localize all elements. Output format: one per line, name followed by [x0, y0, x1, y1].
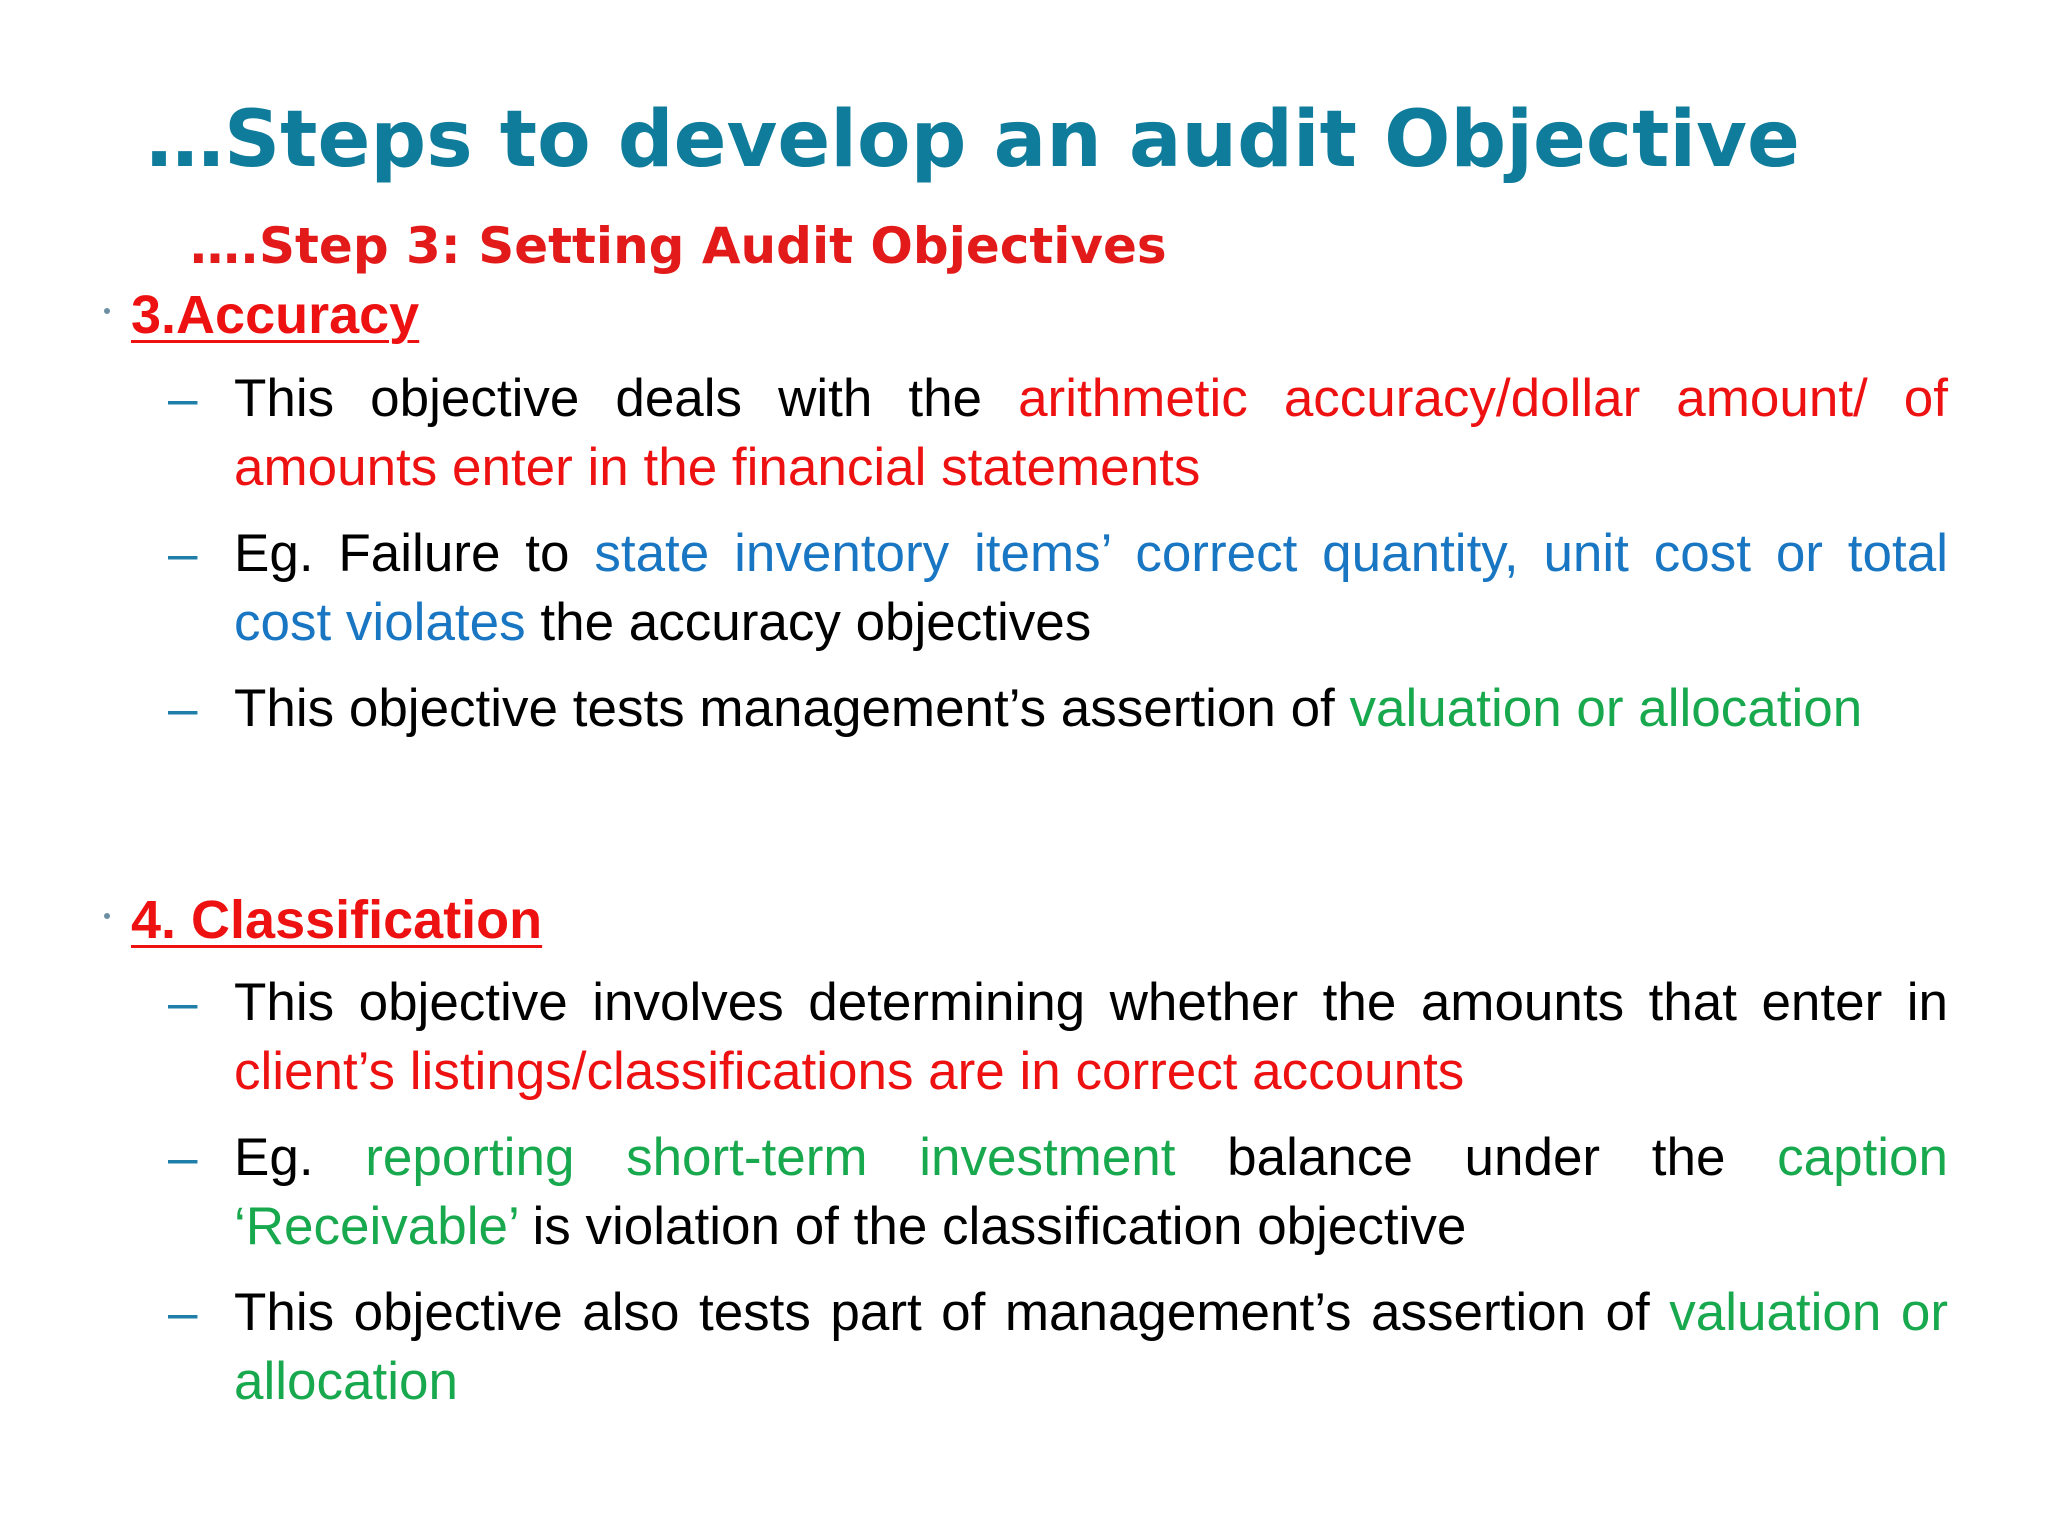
list-item	[168, 364, 1948, 502]
bullet-highlight-green: caption ‘Receivable’	[234, 1128, 1948, 1256]
dash-bullet: –	[168, 1128, 198, 1187]
bullet-highlight-blue: state inventory items’ correct quantity, unit cost or total cost violates	[234, 524, 1948, 652]
classification-bullet-list	[168, 968, 1948, 1433]
bullet-text: This objective involves determining whether the amounts that enter in	[234, 973, 1948, 1032]
bullet-text: the accuracy objectives	[525, 593, 1092, 652]
section-bullet-dot	[104, 308, 110, 314]
bullet-text: Eg. Failure to	[234, 524, 595, 583]
dash-bullet: –	[168, 973, 198, 1032]
bullet-text: Eg.	[234, 1128, 366, 1187]
dash-bullet: –	[168, 524, 198, 583]
list-item	[168, 1123, 1948, 1261]
dash-bullet: –	[168, 1283, 198, 1342]
bullet-highlight-red: arithmetic accuracy/dollar amount/ of amounts enter in the financial statements	[234, 369, 1948, 497]
slide-subtitle: ….Step 3: Setting Audit Objectives	[190, 217, 1167, 275]
section-bullet-dot	[104, 913, 110, 919]
bullet-highlight-green: valuation or allocation	[1349, 679, 1863, 738]
bullet-text: is violation of the classification objective	[517, 1197, 1467, 1256]
bullet-text: This objective also tests part of management’s assertion of	[234, 1283, 1670, 1342]
bullet-text: This objective deals with the	[234, 369, 1019, 428]
section-heading-classification: 4. Classification	[131, 890, 543, 950]
list-item	[168, 519, 1948, 657]
bullet-text: balance under the	[1175, 1128, 1778, 1187]
dash-bullet: –	[168, 369, 198, 428]
dash-bullet: –	[168, 679, 198, 738]
bullet-highlight-red: client’s listings/classifications are in correct accounts	[234, 1042, 1465, 1101]
slide-title: …Steps to develop an audit Objective	[146, 95, 1800, 185]
list-item	[168, 674, 1948, 743]
bullet-text: This objective tests management’s assertion of	[234, 679, 1350, 738]
bullet-highlight-green: valuation or allocation	[234, 1283, 1948, 1411]
section-heading-accuracy: 3.Accuracy	[131, 285, 420, 345]
bullet-highlight-green: reporting short-term investment	[365, 1128, 1176, 1187]
accuracy-bullet-list	[168, 364, 1948, 760]
list-item	[168, 968, 1948, 1106]
list-item	[168, 1278, 1948, 1416]
